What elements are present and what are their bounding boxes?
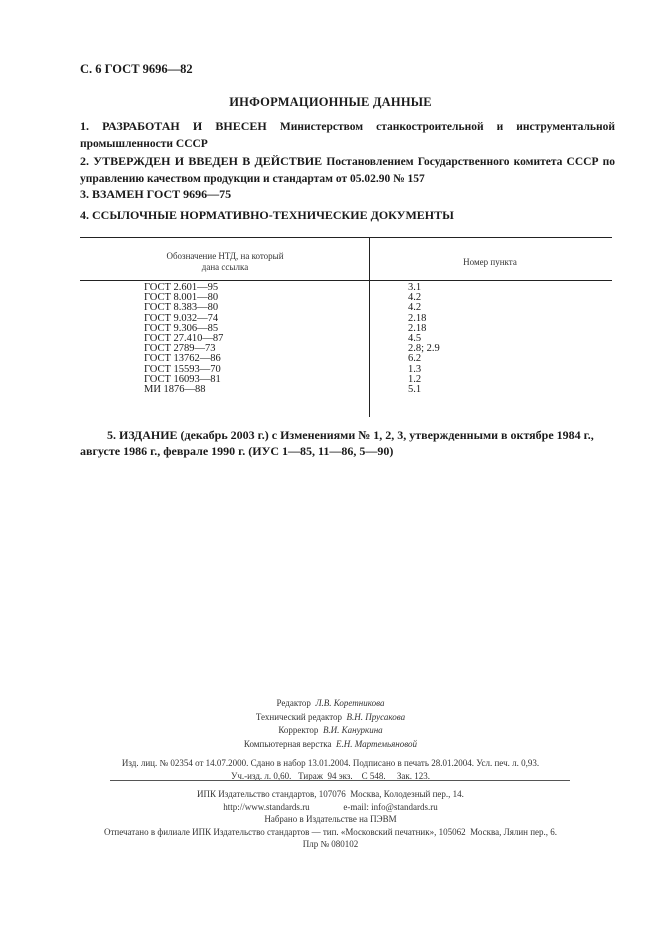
- section-title: ИНФОРМАЦИОННЫЕ ДАННЫЕ: [229, 95, 432, 109]
- table-row-point: 6.2: [408, 353, 422, 365]
- imprint-divider: [110, 780, 570, 781]
- item-5-line2: августе 1986 г., феврале 1990 г. (ИУС 1—85, 11—86, 5—90): [80, 444, 394, 458]
- credit-name: Л.В. Коретникова: [315, 698, 385, 708]
- item-1-text: Министерством станкостроительной и инструментальной промышленности СССР: [80, 121, 615, 150]
- item-3-lead: 3. ВЗАМЕН ГОСТ 9696—75: [80, 187, 232, 201]
- item-2-text: Постановлением Государственного комитета СССР по управлению качеством продукции и стандартам от 05.02.90 № 157: [80, 156, 616, 185]
- reference-table: [80, 237, 612, 417]
- item-5-line1: 5. ИЗДАНИЕ (декабрь 2003 г.) с Изменениями № 1, 2, 3, утвержденными в октябре 1984 г.,: [107, 428, 594, 442]
- table-row-point: 2.18: [408, 312, 427, 324]
- credit-role: Корректор: [278, 725, 319, 735]
- credit-name: В.Н. Прусакова: [346, 711, 406, 722]
- imprint-line: Отпечатано в филиале ИПК Издательство стандартов — тип. «Московский печатник», 105062 Москва, Лялин пер., 6.: [103, 826, 558, 837]
- table-row-point: 4.2: [408, 292, 422, 304]
- table-row-point: 1.3: [408, 363, 422, 375]
- table-doc-column: [144, 283, 223, 395]
- page-header: С. 6 ГОСТ 9696—82: [80, 62, 193, 76]
- table-point-column: [408, 283, 440, 395]
- table-row-doc: ГОСТ 8.383—80: [144, 302, 219, 314]
- item-4: [80, 207, 615, 223]
- table-header-doc: [140, 251, 310, 273]
- table-header-rule: [80, 280, 612, 281]
- table-row-doc: ГОСТ 9.032—74: [144, 312, 219, 324]
- imprint-block: [0, 757, 661, 851]
- item-1-lead: 1. РАЗРАБОТАН И ВНЕСЕН: [80, 119, 267, 133]
- credit-name: Е.Н. Мартемьяновой: [336, 738, 418, 749]
- table-row-doc: ГОСТ 2789—73: [144, 343, 216, 355]
- table-row-doc: ГОСТ 2.601—95: [144, 282, 219, 293]
- credits-block: [0, 697, 661, 751]
- table-row-doc: ГОСТ 13762—86: [144, 353, 221, 365]
- imprint-line: http://www.standards.ru e-mail: info@standards.ru: [223, 801, 438, 812]
- item-5: [80, 427, 615, 459]
- table-row-doc: ГОСТ 8.001—80: [144, 292, 219, 304]
- table-row-point: 4.5: [408, 333, 422, 345]
- imprint-line: Плр № 080102: [302, 839, 359, 849]
- credit-editor: [0, 697, 661, 711]
- table-row-doc: МИ 1876—88: [144, 384, 206, 396]
- table-top-rule: [80, 237, 612, 238]
- table-header-doc-line1: Обозначение НТД, на который: [166, 251, 284, 261]
- table-row-point: 4.2: [408, 302, 422, 314]
- imprint-line: Уч.-изд. л. 0,60. Тираж 94 экз. С 548. Зак. 123.: [230, 770, 431, 781]
- table-row-doc: ГОСТ 16093—81: [144, 373, 221, 385]
- item-4-lead: 4. ССЫЛОЧНЫЕ НОРМАТИВНО-ТЕХНИЧЕСКИЕ ДОКУМЕНТЫ: [80, 208, 454, 222]
- table-row-doc: ГОСТ 27.410—87: [144, 333, 224, 345]
- item-3: [80, 186, 615, 202]
- table-row-point: 2.8; 2.9: [408, 343, 440, 355]
- table-row-point: 1.2: [408, 373, 422, 385]
- credit-proofreader: [0, 724, 661, 738]
- credit-role: Компьютерная верстка: [243, 738, 332, 749]
- table-row-point: 3.1: [408, 282, 422, 293]
- item-1: [80, 118, 615, 152]
- credit-name: В.И. Кануркина: [322, 725, 383, 735]
- credit-tech-editor: [0, 711, 661, 725]
- table-row-point: 5.1: [408, 384, 422, 396]
- table-column-divider: [369, 237, 370, 417]
- item-2: [80, 153, 615, 187]
- imprint-line: Набрано в Издательстве на ПЭВМ: [264, 814, 397, 824]
- table-row-point: 2.18: [408, 322, 427, 334]
- credit-layout: [0, 738, 661, 752]
- credit-role: Технический редактор: [255, 711, 343, 722]
- table-row-doc: ГОСТ 9.306—85: [144, 322, 219, 334]
- imprint-line: ИПК Издательство стандартов, 107076 Москва, Колодезный пер., 14.: [197, 789, 464, 799]
- table-row-doc: ГОСТ 15593—70: [144, 363, 221, 375]
- credit-role: Редактор: [276, 698, 311, 708]
- table-header-point: Номер пункта: [463, 257, 517, 267]
- table-header-doc-line2: дана ссылка: [201, 262, 249, 272]
- imprint-line: Изд. лиц. № 02354 от 14.07.2000. Сдано в набор 13.01.2004. Подписано в печать 28.01.2004. Усл. печ. л. 0,93.: [121, 758, 540, 768]
- item-2-lead: 2. УТВЕРЖДЕН И ВВЕДЕН В ДЕЙСТВИЕ: [80, 154, 323, 168]
